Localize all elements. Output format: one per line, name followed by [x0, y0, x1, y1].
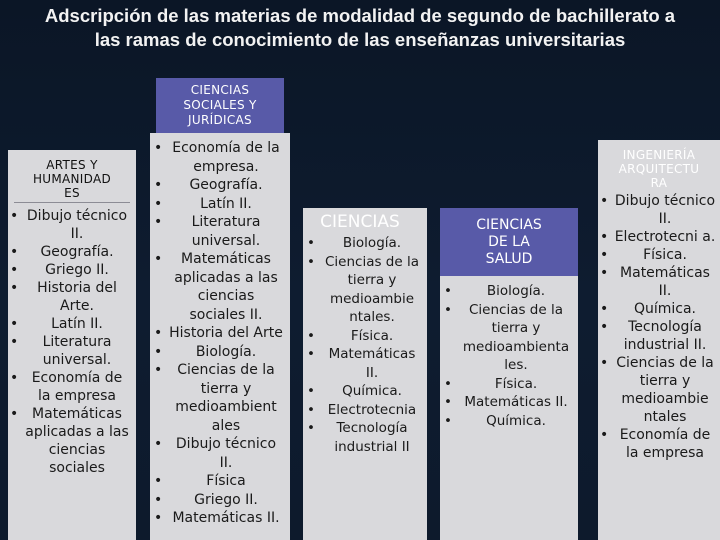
list-item: • Dibujo técnico II. — [152, 435, 284, 472]
list-item: • Matemáticas II. — [442, 393, 574, 412]
list-item: • Tecnología industrial II — [305, 419, 423, 456]
list-item: • Latín II. — [152, 195, 284, 214]
list-item: • Matemáticas II. — [305, 345, 423, 382]
list-item: • Tecnología industrial II. — [598, 318, 716, 354]
column-heading-salud: CIENCIAS DE LA SALUD — [440, 208, 578, 276]
column-artes-humanidades — [8, 150, 136, 540]
list-item: • Griego II. — [8, 261, 130, 279]
list-item: • Historia del Arte — [152, 324, 284, 343]
list-item: • Ciencias de la tierra y medioambie ntales. — [305, 253, 423, 327]
slide-title — [0, 4, 720, 52]
list-item: • Economía de la empresa — [598, 426, 716, 462]
list-item: • Historia del Arte. — [8, 279, 130, 315]
title-line-2: las ramas de conocimiento de las enseñanzas universitarias — [94, 29, 626, 50]
column-ciencias-sociales — [150, 133, 290, 540]
list-item: • Electrotecnia — [305, 401, 423, 420]
list-item: • Ciencias de la tierra y medioambient ales — [152, 361, 284, 435]
list-item: • Biología. — [442, 282, 574, 301]
list-item: • Geografía. — [152, 176, 284, 195]
list-item: • Latín II. — [8, 315, 130, 333]
list-item: • Biología. — [305, 234, 423, 253]
title-line-1: Adscripción de las materias de modalidad de segundo de bachillerato a — [44, 5, 676, 26]
subject-list-ingenieria — [598, 192, 720, 462]
column-divider — [14, 202, 130, 203]
column-heading-ingenieria: INGENIERÍA ARQUITECTU RA — [618, 148, 700, 190]
list-item: • Dibujo técnico II. — [598, 192, 716, 228]
list-item: • Matemáticas II. — [152, 509, 284, 528]
subject-list-salud — [440, 276, 578, 430]
list-item: • Dibujo técnico II. — [8, 207, 130, 243]
list-item: • Física. — [305, 327, 423, 346]
list-item: • Biología. — [152, 343, 284, 362]
list-item: • Literatura universal. — [8, 333, 130, 369]
subject-list-artes — [8, 207, 136, 477]
list-item: • Física. — [442, 375, 574, 394]
list-item: • Economía de la empresa — [8, 369, 130, 405]
subject-list-ciencias — [305, 224, 423, 456]
column-ciencias — [303, 208, 427, 540]
list-item: • Química. — [442, 412, 574, 431]
list-item: • Griego II. — [152, 491, 284, 510]
column-heading-artes: ARTES Y HUMANIDAD ES — [32, 158, 112, 200]
list-item: • Matemáticas aplicadas a las ciencias sociales II. — [152, 250, 284, 324]
list-item: • Geografía. — [8, 243, 130, 261]
subject-list-sociales — [152, 139, 284, 528]
column-heading-sociales: CIENCIAS SOCIALES Y JURÍDICAS — [156, 78, 284, 133]
list-item: • Economía de la empresa. — [152, 139, 284, 176]
list-item: • Literatura universal. — [152, 213, 284, 250]
list-item: • Física. — [598, 246, 716, 264]
list-item: • Química. — [598, 300, 716, 318]
list-item: • Química. — [305, 382, 423, 401]
list-item: • Matemáticas II. — [598, 264, 716, 300]
list-item: • Ciencias de la tierra y medioambienta les. — [442, 301, 574, 375]
column-heading-ciencias: CIENCIAS — [320, 212, 400, 232]
list-item: • Electrotecni a. — [598, 228, 716, 246]
list-item: • Matemáticas aplicadas a las ciencias sociales — [8, 405, 130, 477]
list-item: • Ciencias de la tierra y medioambie ntales — [598, 354, 716, 426]
column-ingenieria-arquitectura — [598, 140, 720, 540]
list-item: • Física — [152, 472, 284, 491]
column-ciencias-salud — [440, 208, 578, 540]
